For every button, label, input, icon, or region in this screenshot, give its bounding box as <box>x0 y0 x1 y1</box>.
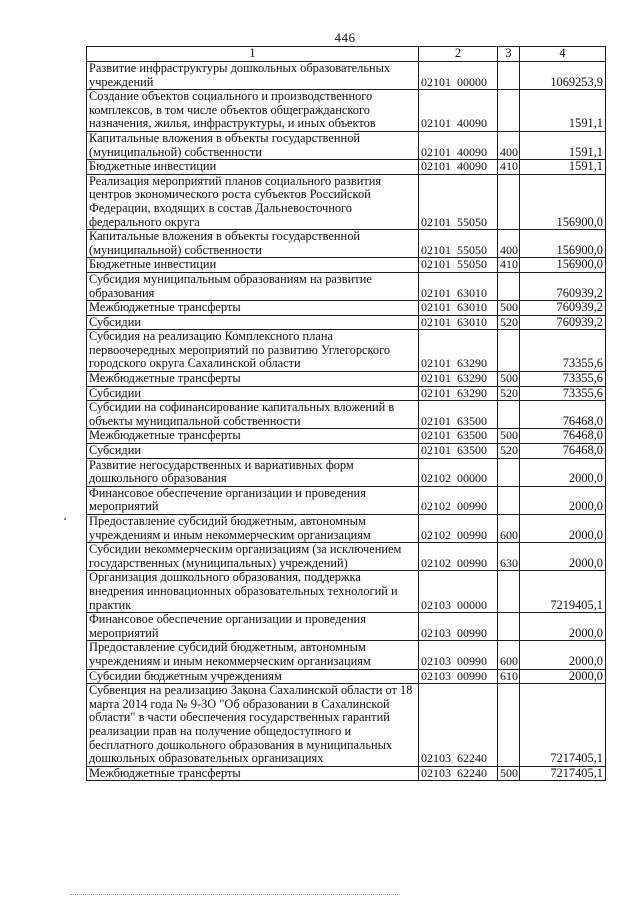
row-sum-cell: 7219405,1 <box>520 571 606 613</box>
row-type-cell <box>498 330 520 372</box>
row-sum-cell: 156900,0 <box>520 230 606 258</box>
table-row <box>87 543 606 571</box>
row-name-cell: Межбюджетные трансферты <box>87 301 419 316</box>
column-header-sum: 4 <box>520 47 606 62</box>
row-code-cell: 02101 00000 <box>419 62 498 90</box>
row-sum-cell: 2000,0 <box>520 543 606 571</box>
row-code-cell: 02101 63290 <box>419 372 498 387</box>
row-sum-cell: 2000,0 <box>520 486 606 514</box>
row-type-cell: 410 <box>498 258 520 273</box>
row-type-cell: 600 <box>498 641 520 669</box>
row-type-cell <box>498 401 520 429</box>
row-code-cell: 02102 00990 <box>419 543 498 571</box>
table-row <box>87 330 606 372</box>
table-row <box>87 174 606 229</box>
column-header-name: 1 <box>87 47 419 62</box>
row-name-cell: Реализация мероприятий планов социального развития центров экономического роста субъектов Российской Федерации, входящих в состав Дальневосточного федерального округа <box>87 174 419 229</box>
row-code-cell: 02103 62240 <box>419 766 498 781</box>
row-name-cell: Финансовое обеспечение организации и проведения мероприятий <box>87 486 419 514</box>
table-row <box>87 444 606 459</box>
row-sum-cell: 2000,0 <box>520 669 606 684</box>
row-code-cell: 02103 00990 <box>419 613 498 641</box>
table-row <box>87 486 606 514</box>
row-code-cell: 02102 00990 <box>419 486 498 514</box>
row-type-cell <box>498 613 520 641</box>
table-row <box>87 386 606 401</box>
row-sum-cell: 760939,2 <box>520 301 606 316</box>
row-type-cell <box>498 571 520 613</box>
row-sum-cell: 76468,0 <box>520 429 606 444</box>
row-name-cell: Субсидия муниципальным образованиям на развитие образования <box>87 272 419 300</box>
row-code-cell: 02101 40090 <box>419 160 498 175</box>
row-name-cell: Финансовое обеспечение организации и проведения мероприятий <box>87 613 419 641</box>
row-code-cell: 02103 00990 <box>419 641 498 669</box>
row-name-cell: Организация дошкольного образования, поддержка внедрения инновационных образовательных технологий и практик <box>87 571 419 613</box>
row-sum-cell: 1591,1 <box>520 160 606 175</box>
row-name-cell: Развитие негосударственных и вариативных форм дошкольного образования <box>87 458 419 486</box>
table-row <box>87 62 606 90</box>
row-type-cell <box>498 62 520 90</box>
row-code-cell: 02101 63290 <box>419 386 498 401</box>
row-type-cell: 500 <box>498 372 520 387</box>
row-name-cell: Субсидия на реализацию Комплексного плана первоочередных мероприятий по развитию Углегорского городского округа Сахалинской области <box>87 330 419 372</box>
budget-table <box>86 46 606 781</box>
table-body <box>87 47 606 781</box>
scan-artifact-line <box>70 894 400 896</box>
row-code-cell: 02102 00000 <box>419 458 498 486</box>
scan-artifact <box>64 518 66 520</box>
row-type-cell: 500 <box>498 766 520 781</box>
column-header-type: 3 <box>498 47 520 62</box>
column-header-code: 2 <box>419 47 498 62</box>
row-code-cell: 02101 40090 <box>419 90 498 132</box>
row-type-cell: 500 <box>498 301 520 316</box>
row-name-cell: Предоставление субсидий бюджетным, автономным учреждениям и иным некоммерческим организациям <box>87 641 419 669</box>
row-sum-cell: 76468,0 <box>520 444 606 459</box>
row-type-cell: 520 <box>498 315 520 330</box>
row-type-cell: 610 <box>498 669 520 684</box>
row-type-cell <box>498 486 520 514</box>
row-type-cell: 500 <box>498 429 520 444</box>
row-code-cell: 02101 63500 <box>419 429 498 444</box>
row-sum-cell: 1591,1 <box>520 131 606 159</box>
row-type-cell: 400 <box>498 131 520 159</box>
row-type-cell: 410 <box>498 160 520 175</box>
row-code-cell: 02103 00990 <box>419 669 498 684</box>
row-name-cell: Субсидии на софинансирование капитальных вложений в объекты муниципальной собственности <box>87 401 419 429</box>
row-code-cell: 02101 55050 <box>419 258 498 273</box>
row-sum-cell: 2000,0 <box>520 641 606 669</box>
row-name-cell: Субсидии бюджетным учреждениям <box>87 669 419 684</box>
table-row <box>87 301 606 316</box>
row-name-cell: Создание объектов социального и производственного комплексов, в том числе объектов общегражданского назначения, жилья, инфраструктуры, и иных объектов <box>87 90 419 132</box>
row-type-cell <box>498 458 520 486</box>
row-name-cell: Межбюджетные трансферты <box>87 766 419 781</box>
table-row <box>87 571 606 613</box>
row-code-cell: 02101 55050 <box>419 174 498 229</box>
row-sum-cell: 760939,2 <box>520 315 606 330</box>
row-sum-cell: 7217405,1 <box>520 766 606 781</box>
row-type-cell: 400 <box>498 230 520 258</box>
row-sum-cell: 76468,0 <box>520 401 606 429</box>
row-sum-cell: 73355,6 <box>520 330 606 372</box>
row-code-cell: 02102 00990 <box>419 515 498 543</box>
row-name-cell: Субсидии <box>87 444 419 459</box>
row-name-cell: Бюджетные инвестиции <box>87 258 419 273</box>
table-row <box>87 429 606 444</box>
row-code-cell: 02101 55050 <box>419 230 498 258</box>
table-row <box>87 272 606 300</box>
row-name-cell: Предоставление субсидий бюджетным, автономным учреждениям и иным некоммерческим организациям <box>87 515 419 543</box>
table-row <box>87 613 606 641</box>
row-name-cell: Развитие инфраструктуры дошкольных образовательных учреждений <box>87 62 419 90</box>
row-name-cell: Субвенция на реализацию Закона Сахалинской области от 18 марта 2014 года № 9-ЗО "Об образовании в Сахалинской области" в части обеспечения государственных гарантий реализации прав на получение общедоступного и бесплатного дошкольного образования в муниципальных дошкольных образовательных организациях <box>87 684 419 767</box>
row-type-cell: 520 <box>498 444 520 459</box>
row-type-cell: 520 <box>498 386 520 401</box>
row-code-cell: 02101 63290 <box>419 330 498 372</box>
row-name-cell: Субсидии <box>87 315 419 330</box>
row-type-cell <box>498 684 520 767</box>
table-row <box>87 641 606 669</box>
row-sum-cell: 156900,0 <box>520 258 606 273</box>
table-row <box>87 131 606 159</box>
row-sum-cell: 2000,0 <box>520 515 606 543</box>
row-sum-cell: 156900,0 <box>520 174 606 229</box>
row-name-cell: Межбюджетные трансферты <box>87 372 419 387</box>
row-name-cell: Субсидии <box>87 386 419 401</box>
row-code-cell: 02103 00000 <box>419 571 498 613</box>
table-row <box>87 372 606 387</box>
row-type-cell <box>498 90 520 132</box>
row-name-cell: Субсидии некоммерческим организациям (за исключением государственных (муниципальных) учреждений) <box>87 543 419 571</box>
row-name-cell: Межбюджетные трансферты <box>87 429 419 444</box>
row-code-cell: 02101 63010 <box>419 272 498 300</box>
row-code-cell: 02101 63010 <box>419 301 498 316</box>
table-row <box>87 669 606 684</box>
row-type-cell <box>498 272 520 300</box>
row-sum-cell: 1591,1 <box>520 90 606 132</box>
row-name-cell: Бюджетные инвестиции <box>87 160 419 175</box>
row-code-cell: 02101 63500 <box>419 444 498 459</box>
page-number: 446 <box>334 30 356 45</box>
row-sum-cell: 7217405,1 <box>520 684 606 767</box>
table-row <box>87 458 606 486</box>
row-type-cell: 630 <box>498 543 520 571</box>
row-code-cell: 02101 63010 <box>419 315 498 330</box>
table-header-row <box>87 47 606 62</box>
row-sum-cell: 760939,2 <box>520 272 606 300</box>
table-row <box>87 315 606 330</box>
row-name-cell: Капитальные вложения в объекты государственной (муниципальной) собственности <box>87 230 419 258</box>
row-sum-cell: 1069253,9 <box>520 62 606 90</box>
table-row <box>87 258 606 273</box>
row-code-cell: 02101 63500 <box>419 401 498 429</box>
row-name-cell: Капитальные вложения в объекты государственной (муниципальной) собственности <box>87 131 419 159</box>
table-row <box>87 230 606 258</box>
row-code-cell: 02103 62240 <box>419 684 498 767</box>
table-row <box>87 401 606 429</box>
table-row <box>87 90 606 132</box>
row-type-cell <box>498 174 520 229</box>
row-sum-cell: 73355,6 <box>520 372 606 387</box>
row-type-cell: 600 <box>498 515 520 543</box>
table-row <box>87 766 606 781</box>
table-row <box>87 684 606 767</box>
row-sum-cell: 2000,0 <box>520 458 606 486</box>
row-sum-cell: 2000,0 <box>520 613 606 641</box>
row-code-cell: 02101 40090 <box>419 131 498 159</box>
row-sum-cell: 73355,6 <box>520 386 606 401</box>
table-row <box>87 160 606 175</box>
table-row <box>87 515 606 543</box>
